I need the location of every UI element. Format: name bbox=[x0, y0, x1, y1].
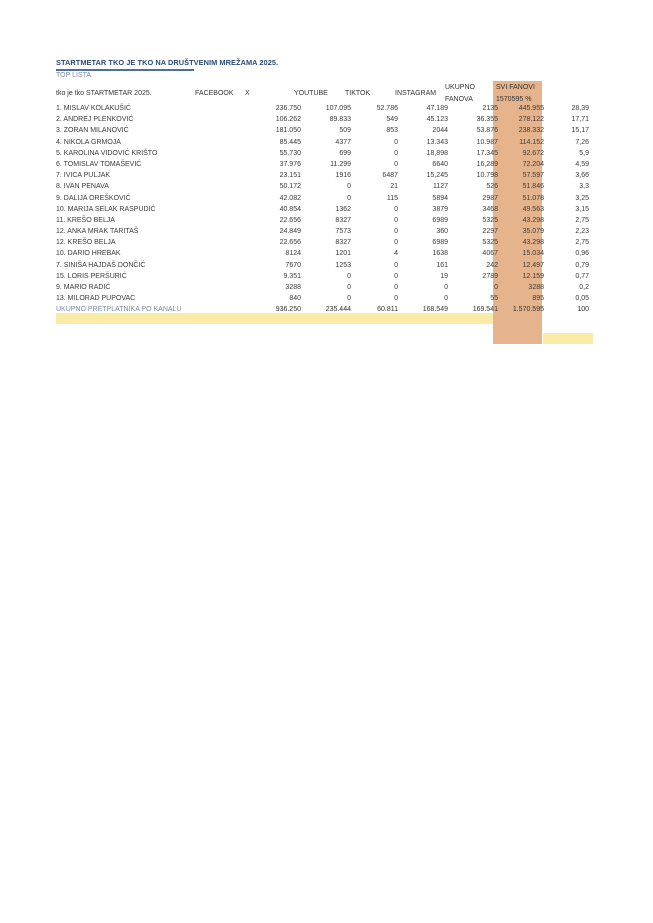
title-underline bbox=[56, 69, 194, 71]
cell-instagram: 53.876 bbox=[476, 127, 498, 135]
header-ukupno: UKUPNO bbox=[445, 84, 475, 91]
cell-name: 9. DALIJA OREŠKOVIĆ bbox=[56, 194, 131, 202]
cell-name: 9. MARIO RADIĆ bbox=[56, 284, 111, 291]
cell-x: 1253 bbox=[335, 261, 351, 269]
cell-total: 15.034 bbox=[522, 250, 544, 258]
cell-x: 107.095 bbox=[325, 105, 351, 112]
cell-percent: 3,25 bbox=[575, 194, 589, 202]
cell-x: 89.833 bbox=[329, 116, 351, 124]
cell-name: 7. SINIŠA HAJDAŠ DONČIĆ bbox=[56, 261, 146, 269]
table-row bbox=[56, 194, 589, 206]
cell-tiktok: 161 bbox=[436, 261, 448, 269]
cell-name: 7. IVICA PULJAK bbox=[56, 172, 111, 180]
cell-tiktok: 3879 bbox=[432, 205, 448, 213]
header-svi-percent: 1570595 % bbox=[496, 96, 532, 103]
cell-total: 114.152 bbox=[519, 138, 544, 146]
cell-total: 51.078 bbox=[522, 194, 544, 202]
cell-tiktok: 2044 bbox=[432, 127, 448, 135]
cell-x: 509 bbox=[339, 127, 351, 135]
total-row bbox=[56, 306, 589, 317]
cell-total: 12.159 bbox=[522, 272, 544, 280]
cell-instagram: 2135 bbox=[482, 105, 498, 112]
cell-total: 445.955 bbox=[518, 105, 544, 112]
cell-percent: 17,71 bbox=[571, 116, 589, 124]
cell-instagram: 36.355 bbox=[476, 116, 498, 124]
cell-name: 10. DARIO HREBAK bbox=[56, 250, 121, 258]
cell-tiktok: 13.343 bbox=[426, 138, 448, 146]
header-youtube: YOUTUBE bbox=[294, 90, 328, 97]
cell-percent: 0,05 bbox=[575, 295, 589, 303]
cell-facebook: 40.854 bbox=[279, 205, 301, 213]
cell-x: 11.299 bbox=[330, 160, 351, 168]
cell-percent: 0,79 bbox=[575, 261, 589, 269]
table-row bbox=[56, 205, 589, 217]
cell-name: 15. LORIS PERŠURIĆ bbox=[56, 272, 127, 280]
cell-facebook: 50.172 bbox=[279, 183, 301, 191]
cell-total: 238.332 bbox=[518, 127, 544, 135]
cell-instagram: 5325 bbox=[482, 239, 498, 247]
cell-x: 0 bbox=[347, 183, 351, 191]
cell-percent: 3,15 bbox=[575, 205, 589, 213]
cell-youtube: 52.786 bbox=[376, 105, 398, 112]
header-facebook: FACEBOOK bbox=[195, 90, 234, 97]
cell-percent: 2,75 bbox=[575, 239, 589, 247]
cell-facebook: 22.656 bbox=[279, 216, 301, 224]
cell-total: 49.563 bbox=[522, 205, 544, 213]
cell-total: 72.204 bbox=[522, 160, 544, 168]
cell-facebook: 85.445 bbox=[279, 138, 301, 146]
cell-youtube: 0 bbox=[394, 284, 398, 291]
cell-total: 1.570.595 bbox=[512, 306, 544, 314]
cell-instagram: 5325 bbox=[482, 216, 498, 224]
cell-name: 13. MILORAD PUPOVAC bbox=[56, 295, 136, 303]
cell-tiktok: 168.549 bbox=[422, 306, 448, 314]
cell-youtube: 0 bbox=[394, 149, 398, 157]
cell-x: 0 bbox=[347, 295, 351, 303]
cell-name: 12. KREŠO BELJA bbox=[56, 239, 116, 247]
cell-percent: 15,17 bbox=[571, 127, 589, 135]
cell-name: 10. MARIJA SELAK RASPUDIĆ bbox=[56, 205, 156, 213]
cell-facebook: 55.730 bbox=[279, 149, 301, 157]
cell-facebook: 3288 bbox=[285, 284, 301, 291]
cell-total: 278.122 bbox=[518, 116, 544, 124]
cell-instagram: 0 bbox=[494, 284, 498, 291]
cell-percent: 4,59 bbox=[575, 160, 589, 168]
table-row bbox=[56, 216, 589, 228]
cell-x: 0 bbox=[347, 284, 351, 291]
cell-name: 5. KAROLINA VIDOVIĆ KRIŠTO bbox=[56, 149, 158, 157]
table-row bbox=[56, 295, 589, 306]
cell-youtube: 6487 bbox=[382, 172, 398, 180]
cell-tiktok: 360 bbox=[436, 228, 448, 236]
cell-total: 43.298 bbox=[522, 239, 544, 247]
cell-tiktok: 0 bbox=[444, 295, 448, 303]
table-row bbox=[56, 284, 589, 295]
stray-cell-highlight bbox=[543, 333, 593, 344]
table-row bbox=[56, 239, 589, 250]
cell-x: 1362 bbox=[335, 205, 351, 213]
cell-percent: 3,66 bbox=[575, 172, 589, 180]
page-subtitle: TOP LISTA bbox=[56, 72, 92, 79]
cell-tiktok: 47.189 bbox=[426, 105, 448, 112]
table-row bbox=[56, 105, 589, 116]
cell-facebook: 181.050 bbox=[275, 127, 301, 135]
cell-x: 8327 bbox=[335, 239, 351, 247]
cell-name: 11. KREŠO BELJA bbox=[56, 216, 116, 224]
cell-facebook: 9.351 bbox=[283, 272, 301, 280]
cell-youtube: 0 bbox=[394, 272, 398, 280]
page-title: STARTMETAR TKO JE TKO NA DRUŠTVENIM MREŽAMA 2025. bbox=[56, 58, 279, 67]
cell-name: 12. ANKA MRAK TARITAŠ bbox=[56, 228, 139, 236]
cell-x: 8327 bbox=[335, 216, 351, 224]
cell-instagram: 16,289 bbox=[476, 160, 498, 168]
table-row bbox=[56, 127, 589, 138]
cell-percent: 2,23 bbox=[575, 228, 589, 236]
cell-x: 1916 bbox=[335, 172, 351, 180]
cell-x: 699 bbox=[339, 149, 351, 157]
cell-youtube: 0 bbox=[394, 216, 398, 224]
table-row bbox=[56, 149, 589, 161]
cell-total: 3288 bbox=[528, 284, 544, 291]
cell-total: 51.846 bbox=[522, 183, 544, 191]
cell-tiktok: 6640 bbox=[432, 160, 448, 168]
cell-total: 12.497 bbox=[522, 261, 544, 269]
cell-instagram: 4067 bbox=[482, 250, 498, 258]
cell-name: 8. IVAN PENAVA bbox=[56, 183, 109, 191]
cell-facebook: 236.750 bbox=[275, 105, 301, 112]
cell-tiktok: 1127 bbox=[432, 183, 448, 191]
cell-youtube: 0 bbox=[394, 160, 398, 168]
cell-instagram: 55 bbox=[490, 295, 498, 303]
table-row bbox=[56, 138, 589, 150]
cell-facebook: 936.250 bbox=[275, 306, 301, 314]
cell-percent: 3,3 bbox=[579, 183, 589, 191]
cell-percent: 0,77 bbox=[575, 272, 589, 280]
table-row bbox=[56, 228, 589, 239]
cell-youtube: 4 bbox=[394, 250, 398, 258]
cell-name: 1. MISLAV KOLAKUŠIĆ bbox=[56, 105, 131, 112]
cell-tiktok: 19 bbox=[440, 272, 448, 280]
header-name: tko je tko STARTMETAR 2025. bbox=[56, 90, 152, 97]
cell-percent: 0,2 bbox=[579, 284, 589, 291]
cell-youtube: 0 bbox=[394, 138, 398, 146]
cell-instagram: 10.798 bbox=[476, 172, 498, 180]
cell-facebook: 42.082 bbox=[279, 194, 301, 202]
cell-tiktok: 6989 bbox=[432, 216, 448, 224]
cell-instagram: 526 bbox=[486, 183, 498, 191]
table-row bbox=[56, 183, 589, 194]
cell-instagram: 242 bbox=[486, 261, 498, 269]
cell-percent: 100 bbox=[577, 306, 589, 314]
table-row bbox=[56, 116, 589, 127]
cell-facebook: 7670 bbox=[285, 261, 301, 269]
cell-tiktok: 1638 bbox=[432, 250, 448, 258]
table-row bbox=[56, 261, 589, 273]
header-instagram: INSTAGRAM bbox=[395, 90, 437, 97]
cell-total: 43.298 bbox=[522, 216, 544, 224]
cell-instagram: 2987 bbox=[482, 194, 498, 202]
cell-instagram: 10.987 bbox=[476, 138, 498, 146]
cell-youtube: 853 bbox=[386, 127, 398, 135]
cell-tiktok: 0 bbox=[444, 284, 448, 291]
table-row bbox=[56, 250, 589, 261]
cell-tiktok: 6989 bbox=[432, 239, 448, 247]
cell-youtube: 60.811 bbox=[377, 306, 398, 314]
cell-instagram: 3468 bbox=[482, 205, 498, 213]
cell-name: 4. NIKOLA GRMOJA bbox=[56, 138, 121, 146]
cell-total: 57.597 bbox=[522, 172, 544, 180]
cell-youtube: 0 bbox=[394, 239, 398, 247]
cell-facebook: 8124 bbox=[285, 250, 301, 258]
cell-facebook: 106.262 bbox=[275, 116, 301, 124]
header-x: X bbox=[245, 90, 250, 97]
table-row bbox=[56, 172, 589, 183]
cell-x: 1201 bbox=[335, 250, 351, 258]
cell-facebook: 840 bbox=[289, 295, 301, 303]
cell-youtube: 115 bbox=[386, 194, 398, 202]
cell-youtube: 0 bbox=[394, 228, 398, 236]
cell-x: 0 bbox=[347, 272, 351, 280]
cell-x: 7573 bbox=[335, 228, 351, 236]
cell-youtube: 549 bbox=[386, 116, 398, 124]
cell-percent: 5,9 bbox=[579, 149, 589, 157]
cell-youtube: 0 bbox=[394, 205, 398, 213]
cell-name: 2. ANDREJ PLENKOVIĆ bbox=[56, 116, 134, 124]
cell-percent: 28,39 bbox=[571, 105, 589, 112]
cell-tiktok: 45.123 bbox=[426, 116, 448, 124]
cell-facebook: 24.849 bbox=[279, 228, 301, 236]
header-fanova: FANOVA bbox=[445, 96, 473, 103]
data-table bbox=[56, 105, 589, 318]
cell-tiktok: 15,245 bbox=[426, 172, 448, 180]
cell-instagram: 169.541 bbox=[472, 306, 498, 314]
cell-facebook: 37.976 bbox=[279, 160, 301, 168]
cell-name: UKUPNO PRETPLATNIKA PO KANALU bbox=[56, 306, 182, 314]
cell-total: 895 bbox=[532, 295, 544, 303]
cell-x: 0 bbox=[347, 194, 351, 202]
cell-instagram: 2789 bbox=[482, 272, 498, 280]
cell-youtube: 0 bbox=[394, 261, 398, 269]
cell-total: 35.079 bbox=[522, 228, 544, 236]
cell-facebook: 22.656 bbox=[279, 239, 301, 247]
cell-instagram: 2297 bbox=[482, 228, 498, 236]
cell-percent: 7,26 bbox=[575, 138, 589, 146]
cell-name: 6. TOMISLAV TOMAŠEVIĆ bbox=[56, 160, 142, 168]
cell-instagram: 17.345 bbox=[476, 149, 498, 157]
header-tiktok: TIKTOK bbox=[345, 90, 371, 97]
cell-youtube: 0 bbox=[394, 295, 398, 303]
cell-youtube: 21 bbox=[390, 183, 398, 191]
cell-name: 3. ZORAN MILANOVIĆ bbox=[56, 127, 129, 135]
cell-tiktok: 5894 bbox=[432, 194, 448, 202]
cell-x: 235.444 bbox=[325, 306, 351, 314]
cell-percent: 0,96 bbox=[575, 250, 589, 258]
cell-tiktok: 18,898 bbox=[426, 149, 448, 157]
cell-percent: 2,75 bbox=[575, 216, 589, 224]
table-row bbox=[56, 272, 589, 284]
cell-total: 92.672 bbox=[522, 149, 544, 157]
cell-facebook: 23.151 bbox=[279, 172, 301, 180]
cell-x: 4377 bbox=[335, 138, 351, 146]
header-svi-fanovi: SVI FANOVI bbox=[496, 84, 535, 91]
table-row bbox=[56, 160, 589, 172]
